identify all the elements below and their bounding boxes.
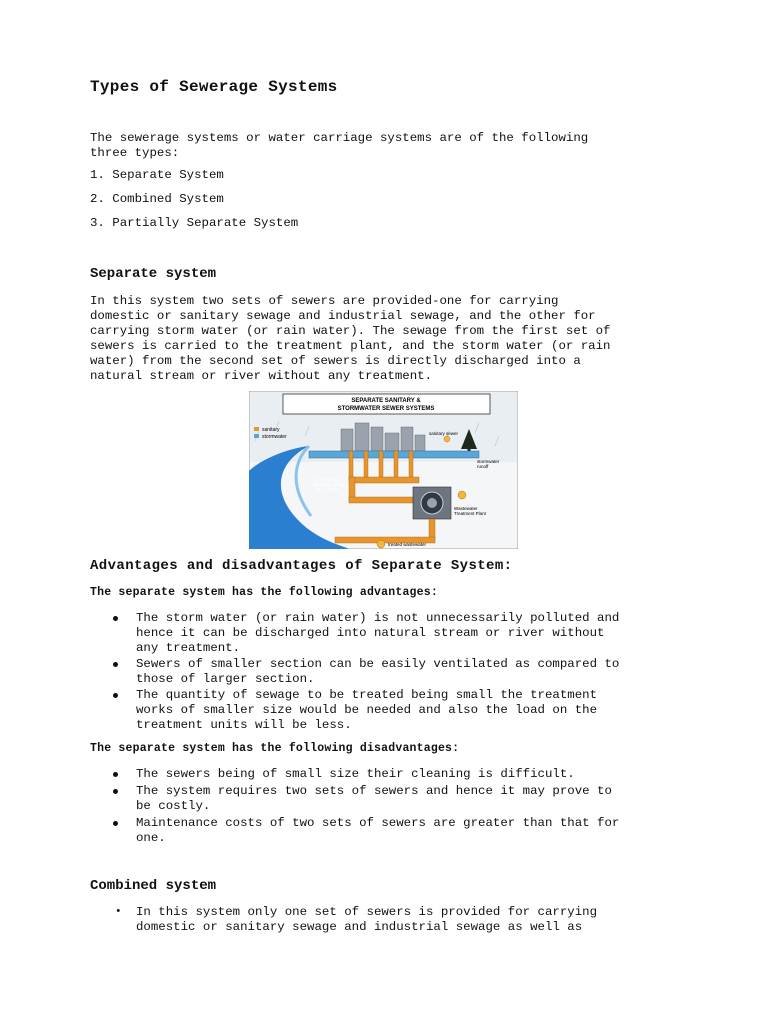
sanitary-collector-pipe [349,477,419,483]
combined-heading: Combined system [90,878,217,894]
bullet-dot [113,616,118,621]
label-plant-2: Treatment Plant [454,511,486,516]
type-item: 1. Separate System [90,168,224,182]
combined-item: In this system only one set of sewers is provided for carrying domestic or sanitary sewage and industrial sewage as well as [136,905,598,934]
separate-heading: Separate system [90,266,217,282]
bullet-dot [113,693,118,698]
advantages-subheading: The separate system has the following advantages: [90,586,438,599]
bullet-dot [113,789,118,794]
separate-system-diagram [249,391,518,549]
page-title: Types of Sewerage Systems [90,78,338,96]
type-item: 3. Partially Separate System [90,216,299,230]
separate-paragraph: In this system two sets of sewers are provided-one for carrying domestic or sanitary sewage and industrial sewage, and the other for carrying storm water (or rain water). The sewage from the first set of sewers is carried to the treatment plant, and the storm water (or rain water) from the second set of sewers is directly discharged into a natural stream or river without any treatment. [90,294,611,383]
disadvantage-item: The sewers being of small size their cleaning is difficult. [136,767,575,781]
disadvantage-item: Maintenance costs of two sets of sewers are greater than that for one. [136,816,620,845]
figure-title-line1: SEPARATE SANITARY & [351,398,421,404]
bullet-dot [113,821,118,826]
label-discharge-2: discharge during [313,482,344,487]
advantage-item: Sewers of smaller section can be easily ventilated as compared to those of larger section. [136,657,620,686]
label-sanitary-sewer: sanitary sewer [429,431,459,436]
advantage-item: The quantity of sewage to be treated being small the treatment works of smaller size would be needed and also the load on the treatment units will be less. [136,688,598,732]
label-plant-1: Wastewater [454,506,478,511]
legend-stormwater-swatch [254,434,259,438]
bullet-dot [113,662,118,667]
disadvantages-subheading: The separate system has the following disadvantages: [90,742,460,755]
bullet-dot: • [115,906,122,918]
label-runoff-1: stormwater [477,459,500,464]
legend-stormwater-label: stormwater [262,434,287,440]
label-treated: treated wastewater [388,542,427,547]
label-discharge-3: dry weather [317,487,339,492]
label-discharge-1: no stormwater [315,477,342,482]
legend-sanitary-label: sanitary [262,427,280,433]
label-runoff-2: runoff [477,464,489,469]
disadvantage-item: The system requires two sets of sewers and hence it may prove to be costly. [136,784,612,813]
figure-title-line2: STORMWATER SEWER SYSTEMS [337,406,435,412]
advantage-item: The storm water (or rain water) is not unnecessarily polluted and hence it can be discharged into natural stream or river without any treatment. [136,611,620,655]
advantages-heading: Advantages and disadvantages of Separate System: [90,558,513,574]
bullet-dot [113,772,118,777]
legend-sanitary-swatch [254,427,259,431]
intro-paragraph: The sewerage systems or water carriage systems are of the following three types: [90,131,589,160]
type-item: 2. Combined System [90,192,224,206]
